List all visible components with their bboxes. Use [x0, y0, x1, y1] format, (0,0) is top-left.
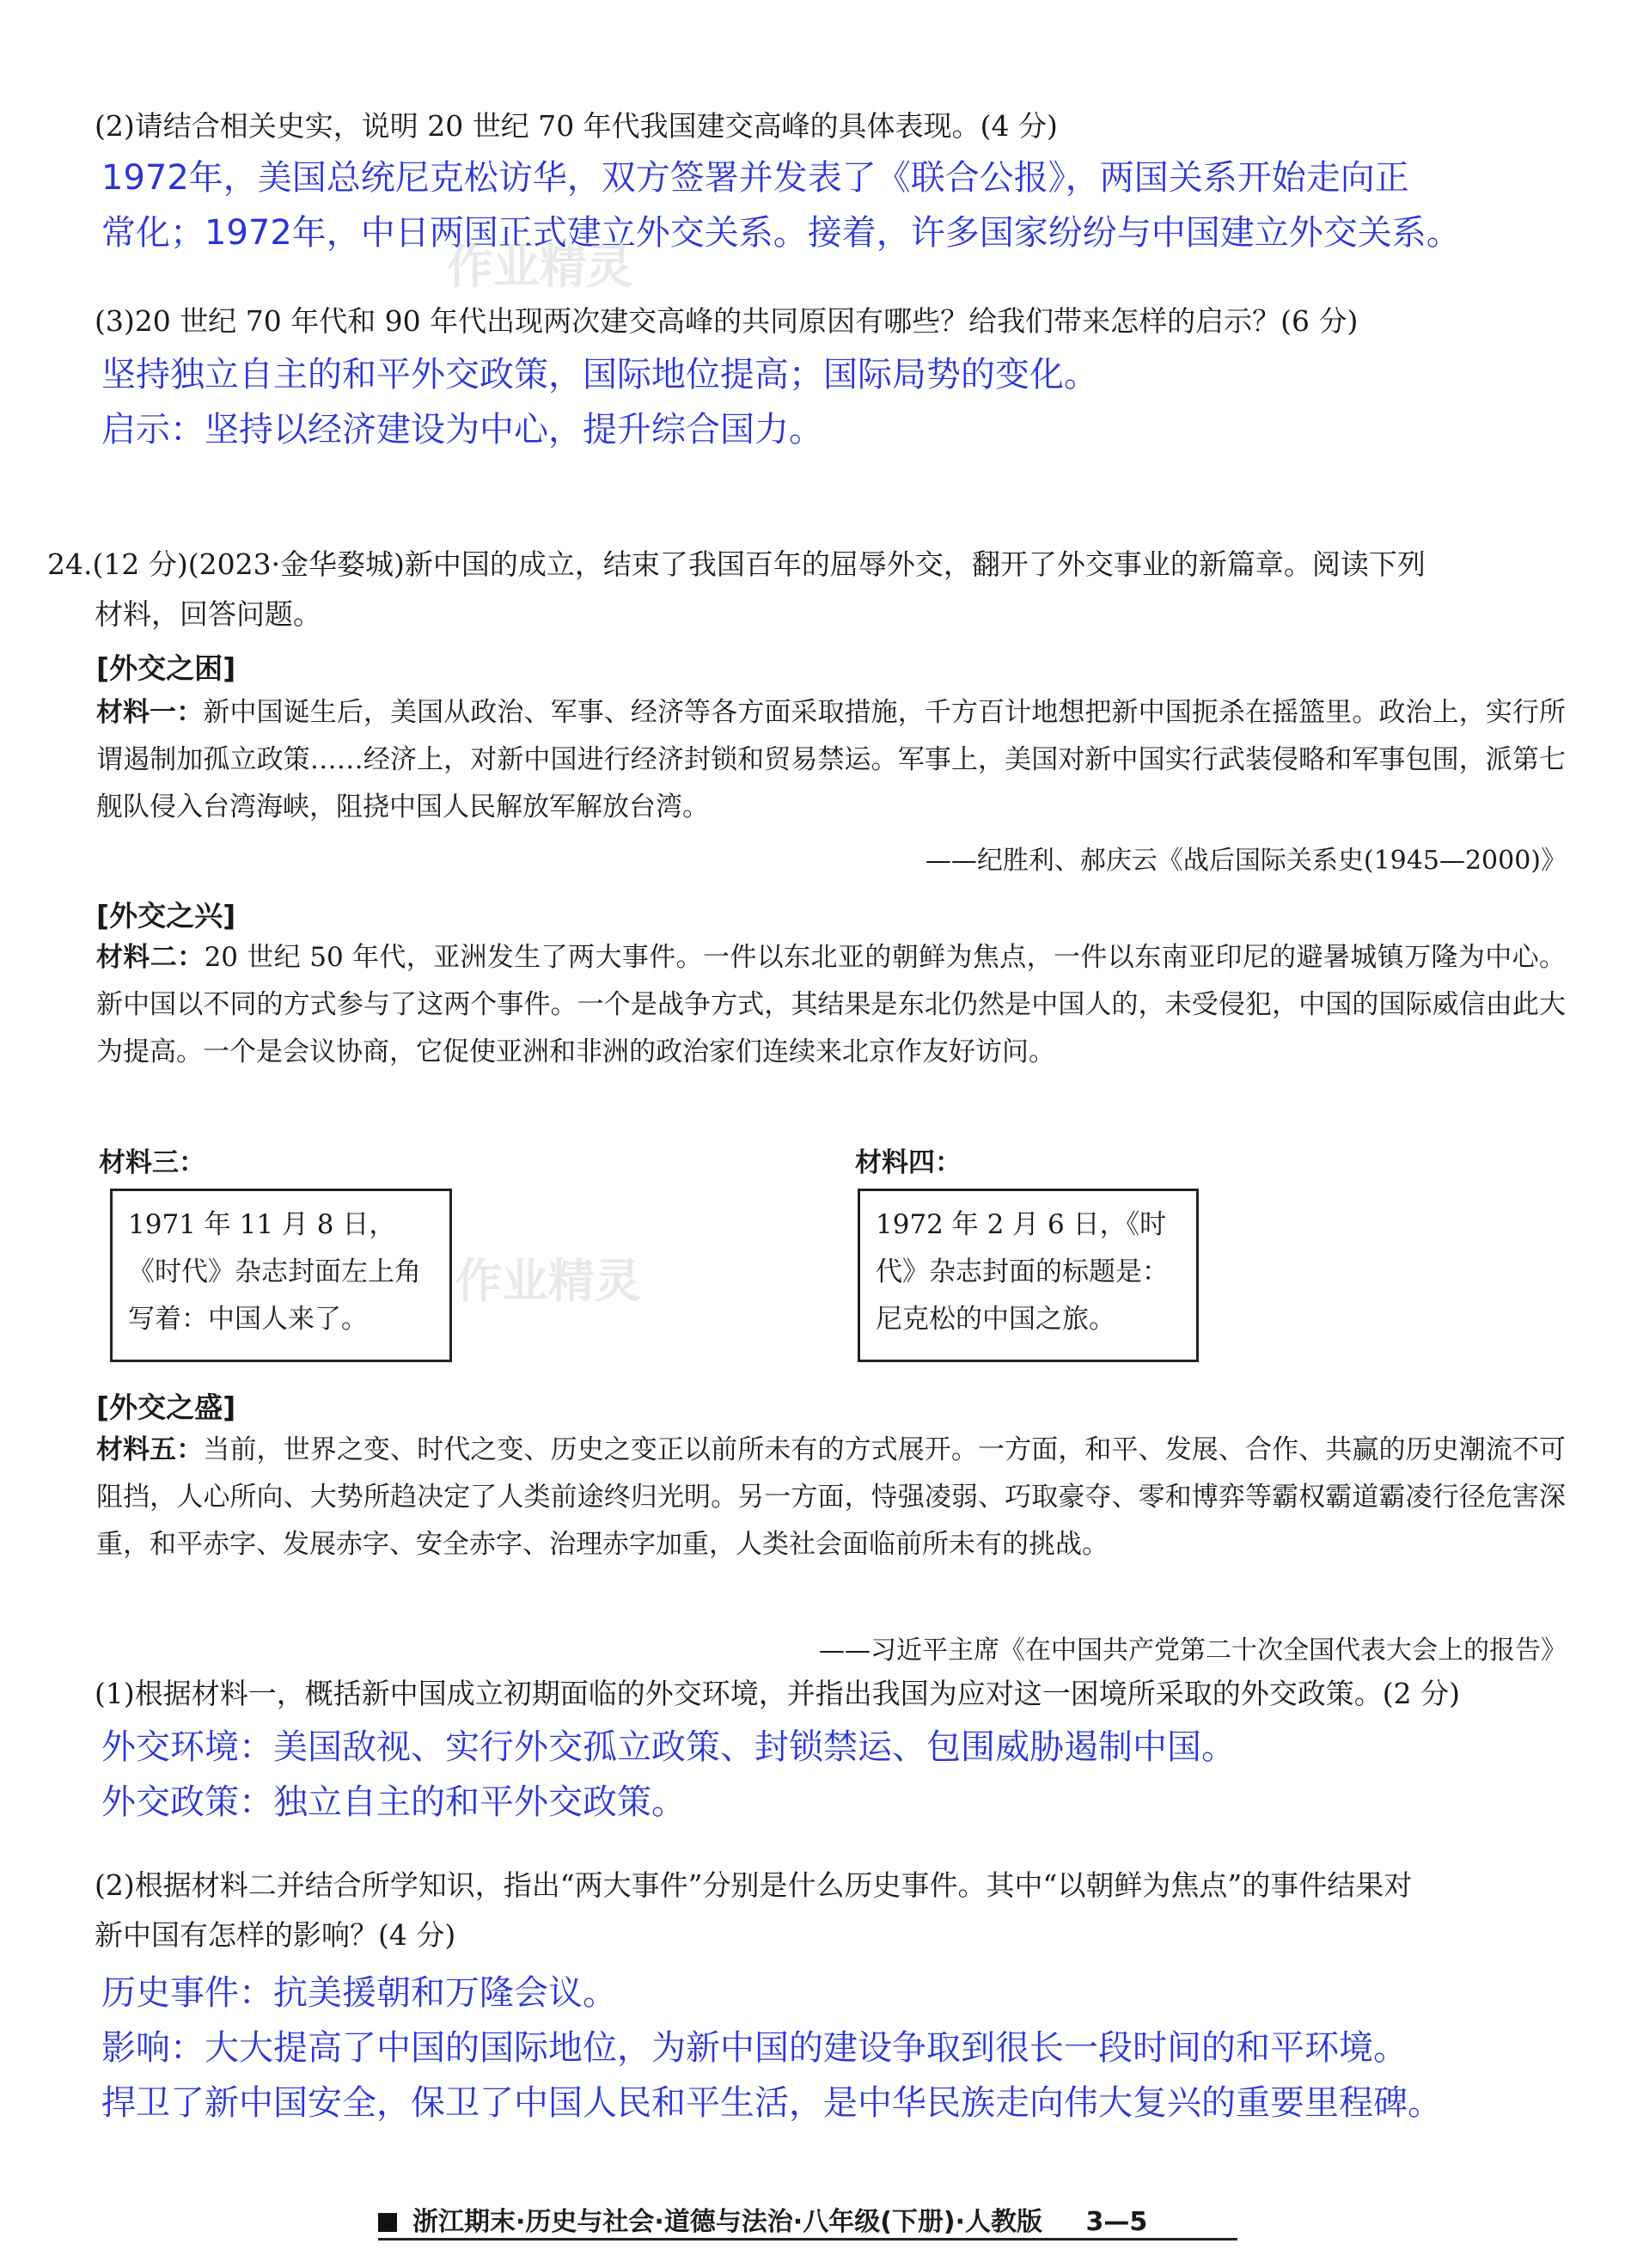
answer-1 [101, 1720, 1579, 1830]
intro-line: 24.(12 分)(2023·金华婺城)新中国的成立，结束了我国百年的屈辱外交，翻开了外交事业的新篇章。阅读下列 [47, 547, 1426, 581]
answer-3-previous [101, 347, 1579, 457]
answer-2 [101, 1965, 1579, 2130]
answer-line: 外交环境：美国敌视、实行外交孤立政策、封锁禁运、包围威胁遏制中国。 [101, 1727, 1236, 1767]
material-1-source: ——纪胜利、郝庆云《战后国际关系史(1945—2000)》 [925, 846, 1567, 876]
footer-title: 浙江期末·历史与社会·道德与法治·八年级(下册)·人教版 [412, 2207, 1043, 2237]
page-footer [378, 2200, 1237, 2240]
material-4-box: 1972 年 2 月 6 日，《时代》杂志封面的标题是：尼克松的中国之旅。 [858, 1189, 1199, 1362]
answer-line: 启示：坚持以经济建设为中心，提升综合国力。 [101, 410, 823, 449]
answer-line: 常化；1972年，中日两国正式建立外交关系。接着，许多国家纷纷与中国建立外交关系。 [101, 213, 1461, 253]
material-5 [96, 1427, 1566, 1568]
watermark: 作业精灵 [455, 1254, 641, 1308]
section-heading-2: [外交之兴] [96, 899, 236, 932]
intro-line: 材料，回答问题。 [95, 597, 321, 631]
material-text: 当前，世界之变、时代之变、历史之变正以前所未有的方式展开。一方面，和平、发展、合作、共赢的历史潮流不可阻挡，人心所向、大势所趋决定了人类前途终归光明。另一方面，恃强凌弱、巧取豪夺、零和博弈等霸权霸道霸凌行径危害深重，和平赤字、发展赤字、安全赤字、治理赤字加重，人类社会面临前所未有的挑战。 [96, 1434, 1566, 1560]
answer-line: 影响：大大提高了中国的国际地位，为新中国的建设争取到很长一段时间的和平环境。 [101, 2028, 1408, 2068]
material-label: 材料五： [96, 1434, 204, 1465]
question-3-previous: (3)20 世纪 70 年代和 90 年代出现两次建交高峰的共同原因有哪些？给我们带来怎样的启示？(6 分) [95, 304, 1359, 338]
question-line: 新中国有怎样的影响？(4 分) [95, 1918, 456, 1952]
answer-line: 坚持独立自主的和平外交政策，国际地位提高；国际局势的变化。 [101, 355, 1098, 394]
question-2 [95, 1861, 1573, 1960]
answer-2-previous [101, 150, 1579, 260]
question-1: (1)根据材料一，概括新中国成立初期面临的外交环境，并指出我国为应对这一困境所采取的外交政策。(2 分) [95, 1677, 1460, 1710]
answer-line: 外交政策：独立自主的和平外交政策。 [101, 1782, 686, 1822]
question-line: (2)根据材料二并结合所学知识，指出“两大事件”分别是什么历史事件。其中“以朝鲜为焦点”的事件结果对 [95, 1868, 1413, 1902]
material-4-label: 材料四： [855, 1147, 962, 1178]
material-3-label: 材料三： [99, 1147, 205, 1178]
material-2 [96, 934, 1566, 1076]
watermark: 作业精灵 [447, 240, 632, 294]
material-5-source: ——习近平主席《在中国共产党第二十次全国代表大会上的报告》 [819, 1635, 1567, 1666]
material-text: 新中国诞生后，美国从政治、军事、经济等各方面采取措施，千方百计地想把新中国扼杀在摇篮里。政治上，实行所谓遏制加孤立政策……经济上，对新中国进行经济封锁和贸易禁运。军事上，美国对新中国实行武装侵略和军事包围，派第七舰队侵入台湾海峡，阻挠中国人民解放军解放台湾。 [96, 697, 1566, 822]
material-label: 材料二： [96, 942, 205, 973]
answer-line: 1972年，美国总统尼克松访华，双方签署并发表了《联合公报》，两国关系开始走向正 [101, 158, 1409, 198]
question-24-intro [47, 540, 1573, 639]
answer-line: 捍卫了新中国安全，保卫了中国人民和平生活，是中华民族走向伟大复兴的重要里程碑。 [101, 2083, 1442, 2123]
square-icon [378, 2213, 397, 2232]
answer-line: 历史事件：抗美援朝和万隆会议。 [101, 1973, 617, 2013]
material-1 [96, 689, 1566, 831]
material-text: 20 世纪 50 年代，亚洲发生了两大事件。一件以东北亚的朝鲜为焦点，一件以东南亚印尼的避暑城镇万隆为中心。新中国以不同的方式参与了这两个事件。一个是战争方式，其结果是东北仍然是中国人的，未受侵犯，中国的国际威信由此大为提高。一个是会议协商，它促使亚洲和非洲的政治家们连续来北京作友好访问。 [96, 942, 1567, 1067]
material-3-box: 1971 年 11 月 8 日，《时代》杂志封面左上角写着：中国人来了。 [110, 1189, 452, 1362]
question-2-previous: (2)请结合相关史实，说明 20 世纪 70 年代我国建交高峰的具体表现。(4 分) [95, 109, 1058, 143]
material-label: 材料一： [96, 697, 204, 728]
page-number: 3—5 [1085, 2207, 1148, 2237]
section-heading-3: [外交之盛] [96, 1391, 236, 1424]
section-heading-1: [外交之困] [96, 651, 236, 685]
